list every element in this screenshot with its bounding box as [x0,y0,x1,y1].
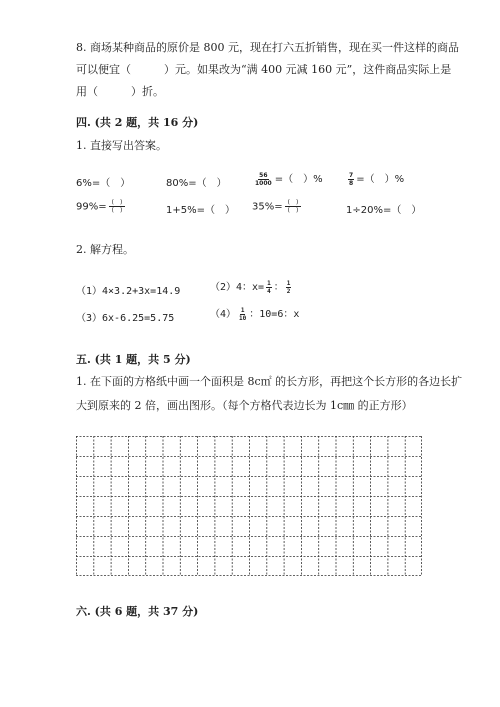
section-5-q1-line-2: 大到原来的 2 倍，画出图形。（每个方格代表边长为 1c㎜ 的正方形） [76,399,413,412]
fraction-blank [285,199,302,214]
fraction-blank [109,199,126,214]
fraction-denominator: 10 [239,314,247,322]
fraction-numerator: 1 [286,279,291,287]
fraction-numerator: ( ) [285,199,302,207]
section-4-q2-title: 2. 解方程。 [76,243,134,256]
fraction-numerator: ( ) [109,199,126,207]
square-grid-paper [76,436,422,576]
answer-35-percent [252,199,303,214]
answer-7-over-8 [346,170,404,187]
fraction-56-1000 [254,172,273,187]
fraction-1-4 [266,280,272,295]
q8-line-3: 用（ ）折。 [76,85,164,98]
fraction-numerator: 1 [267,279,271,287]
fraction-denominator: 4 [267,287,271,295]
fraction-denominator: 8 [349,179,354,187]
fraction-denominator: 1000 [255,179,272,187]
fraction-1-10 [238,307,247,322]
answer-80-percent: 80%=（ ） [166,178,227,189]
answer-99-percent [76,199,127,214]
equation-prefix: （2）4：x= [210,282,265,293]
q8-line-2: 可以便宜（ ）元。如果改为“满 400 元减 160 元”，这件商品实际上是 [76,63,452,76]
answer-tail: =（ ）% [356,174,405,185]
fraction-numerator: 7 [349,171,354,179]
equation-separator: ： [273,282,284,293]
fraction-numerator: 1 [240,306,245,314]
q8-line-1: 8. 商场某种商品的原价是 800 元，现在打六五折销售，现在买一件这样的商品 [76,41,459,54]
fraction-1-2 [286,280,292,295]
section-4-q1-title: 1. 直接写出答案。 [76,139,167,152]
answer-tail: =（ ）% [274,174,323,185]
equation-tail: ：10=6：x [249,309,300,320]
section-5-q1-line-1: 1. 在下面的方格纸中画一个面积是 8c㎡ 的长方形，再把这个长方形的各边长扩 [76,375,463,388]
equation-4 [210,305,299,322]
equation-1: （1）4×3.2+3x=14.9 [76,286,181,297]
answer-6-percent: 6%=（ ） [76,178,131,189]
answer-1-plus-5-percent: 1+5%=（ ） [166,205,235,216]
equation-3: （3）6x-6.25=5.75 [76,313,175,324]
answer-56-over-1000 [252,170,323,187]
answer-prefix: 99%= [76,201,107,213]
section-4-heading: 四. (共 2 题，共 16 分) [76,116,199,129]
answer-1-div-20-percent: 1÷20%=（ ） [346,205,422,216]
fraction-denominator: ( ) [111,207,123,214]
fraction-denominator: ( ) [287,207,299,214]
fraction-numerator: 56 [259,171,268,179]
fraction-denominator: 2 [286,287,291,295]
answer-prefix: 35%= [252,201,283,213]
equation-2 [210,278,293,295]
section-6-heading: 六. (共 6 题，共 37 分) [76,605,199,618]
section-5-heading: 五. (共 1 题，共 5 分) [76,353,191,366]
equation-prefix: （4） [210,309,237,320]
fraction-7-8 [348,172,354,187]
